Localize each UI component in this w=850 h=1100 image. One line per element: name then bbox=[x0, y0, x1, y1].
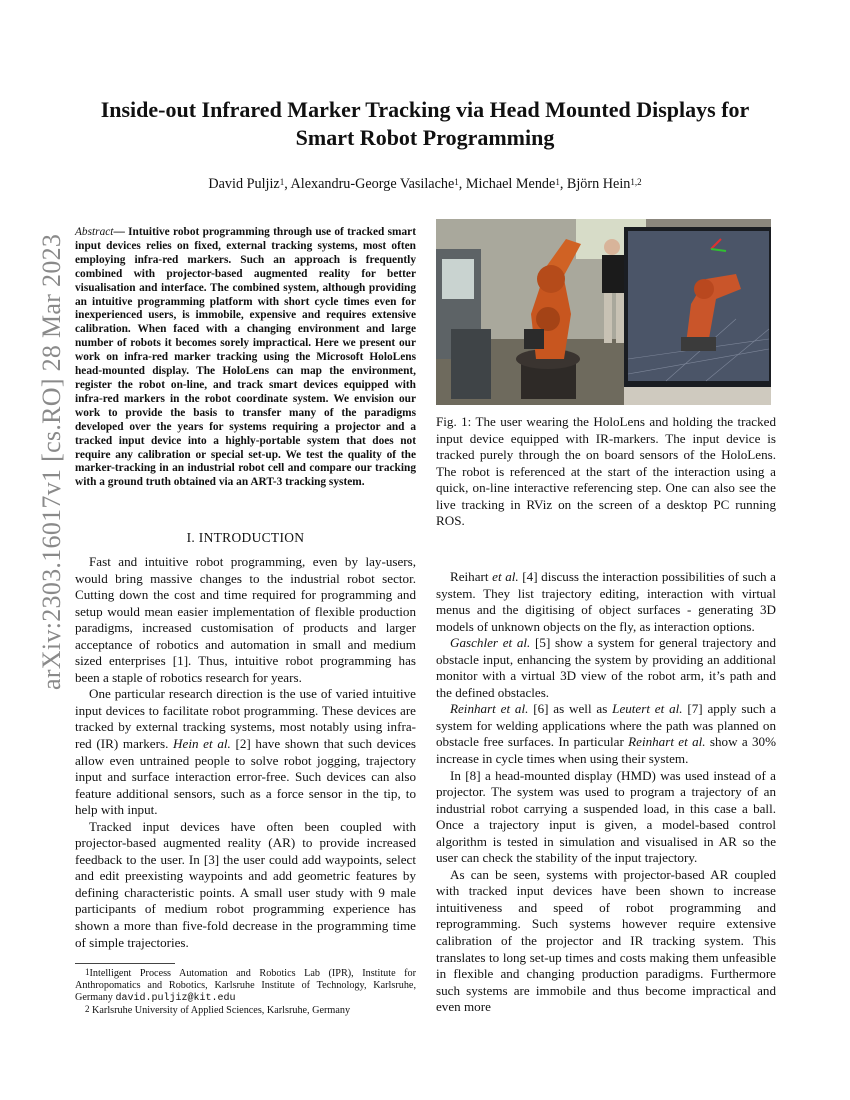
paragraph-text: Fast and intuitive robot programming, even by lay-users, would bring massive changes to the industrial robot sector. Cutting down the cost and time required for programming and setup would mean easier implementation of flexible production paradigms, increased customisation of products and larger acceptance of robotics and automation in small and medium sized enterprises [1]. Thus, intuitive robot programming has been a staple of robotics research for years. bbox=[75, 554, 416, 685]
author: Alexandru-George Vasilache$^1$, bbox=[290, 176, 466, 192]
paragraph-text: [7] apply such a system for welding applications where the path was planned on obstacle free surfaces. In particular bbox=[436, 701, 777, 750]
left-column-body bbox=[75, 554, 416, 951]
body-paragraph bbox=[436, 701, 776, 767]
body-paragraph bbox=[436, 569, 776, 635]
right-column-body bbox=[436, 569, 776, 1016]
abstract-label: Abstract bbox=[75, 226, 114, 238]
author: Michael Mende$^1$, bbox=[465, 176, 567, 192]
paragraph-text: Tracked input devices have often been coupled with projector-based augmented reality (AR) to provide increased feedback to the user. In [3] the user could add waypoints, select and edit preexisting waypoints and add geometric features by defining characteristic points. A small user study with 9 male participants of medium robot programming experience has shown a more than five-fold decrease in the programming time of simple trajectories. bbox=[75, 818, 416, 950]
paper-title bbox=[60, 96, 790, 152]
abstract bbox=[75, 226, 416, 490]
paragraph-text: In [8] a head-mounted display (HMD) was used instead of a projector. The system was used to program a trajectory of an industrial robot carrying a suspended load, in this case a ball. Once a trajectory input is given, a model-based control algorithm is tested in simulation and visualised in AR so the user can check the stability of the input trajectory. bbox=[436, 767, 776, 866]
figure-caption-text: Fig. 1: The user wearing the HoloLens and holding the tracked input device equipped with IR-markers. The input device is tracked purely through the on board sensors of the HoloLens. The robot is referenced at the start of the interaction using a quick, on-line interactive referencing step. One can also see the live tracking in RViz on the screen of a desktop PC running ROS. bbox=[436, 414, 776, 529]
author-list bbox=[60, 175, 790, 193]
body-paragraph bbox=[436, 768, 776, 867]
paragraph-text: One particular research direction is the use of varied intuitive input devices to facilitate robot programming. These devices are tracked by external tracking systems, most notably using infra-red (IR) markers. bbox=[75, 686, 416, 752]
body-paragraph bbox=[436, 635, 776, 701]
arxiv-watermark bbox=[17, 233, 66, 690]
paragraph-text: [4] discuss the interaction possibilities of such a system. They list trajectory editing, interaction with virtual menus and the digitising of object surfaces - generating 3D models of unknown objects on the fly, as interaction options. bbox=[436, 569, 776, 634]
paragraph-text: As can be seen, systems with projector-based AR coupled with tracked input devices have been shown to increase intuitiveness and speed of robot programming and reprogramming. Such systems however require extensive calibration of the projector and IR tracking system. This translates to long set-up times and costs making them unfeasible in flexible and changing production paradigms. Furthermore such systems are immobile and thus become impractical and even more bbox=[436, 866, 776, 1015]
citation-author: Reinhart et al. bbox=[450, 701, 529, 717]
paragraph-text: Reihart bbox=[450, 569, 493, 584]
body-paragraph bbox=[436, 867, 776, 1016]
robot-cell-photo bbox=[436, 219, 771, 405]
citation-author: et al. bbox=[492, 569, 519, 584]
arxiv-identifier: arXiv:2303.16017v1 [cs.RO] 28 Mar 2023 bbox=[37, 233, 66, 690]
author: Björn Hein$^{1,2}$ bbox=[566, 176, 642, 192]
footnote-divider bbox=[75, 963, 175, 964]
section-heading: I. INTRODUCTION bbox=[186, 530, 305, 545]
citation-author: Gaschler et al. bbox=[450, 635, 531, 651]
citation-author: Reinhart et al. bbox=[628, 734, 706, 750]
title-line-2: Smart Robot Programming bbox=[295, 125, 555, 150]
citation-author: Leutert et al. bbox=[612, 701, 683, 717]
figure-caption bbox=[436, 414, 776, 530]
paragraph-text: show a 30% increase in cycle times when using their system. bbox=[436, 734, 776, 767]
author-email: david.puljiz@kit.edu bbox=[115, 993, 236, 1004]
citation-author: Hein et al. bbox=[173, 736, 231, 752]
abstract-dash: — bbox=[113, 226, 129, 238]
figure-photo bbox=[436, 219, 771, 405]
paragraph-text: [6] as well as bbox=[528, 701, 613, 717]
author: David Puljiz$^1$, bbox=[208, 176, 291, 192]
title-line-1: Inside-out Infrared Marker Tracking via Head Mounted Displays for bbox=[100, 97, 750, 122]
footnote-1: $^1$Intelligent Process Automation and Robotics Lab (IPR), Institute for Anthropomatics and Robotics, Karlsruhe Institute of Technology, Karlsruhe, Germany david.puljiz@kit.edu bbox=[75, 967, 416, 1004]
footnotes bbox=[75, 968, 416, 1017]
footnote-2: $^2$ Karlsruhe University of Applied Sciences, Karlsruhe, Germany bbox=[85, 1004, 351, 1016]
abstract-text: Intuitive robot programming through use of tracked smart input devices relies on fixed, external tracking systems, most often employing infra-red markers. Such an approach is frequently combined with projector-based augmented reality for better visualisation and interface. The combined system, although providing an intuitive programming platform with short cycle times even for inexperienced users, is immobile, expensive and requires extensive calibration. When faced with a changing environment and large number of robots it becomes sorely impractical. Here we present our work on infra-red marker tracking using the Microsoft HoloLens head-mounted display. The HoloLens can map the environment, register the robot on-line, and track smart devices equipped with infra-red markers in the robot coordinate system. We envision our work to provide the basis to transfer many of the paradigms developed over the years for systems requiring a projector and a tracked input device into a highly-portable system that does not require any calibration or special set-up. We test the quality of the marker-tracking in an industrial robot cell and compare our tracking with a ground truth obtained via an ART-3 tracking system. bbox=[75, 226, 416, 489]
body-paragraph bbox=[75, 686, 416, 818]
body-paragraph bbox=[75, 819, 416, 951]
paragraph-text: [2] have shown that such devices allow even untrained people to solve robot jogging, trajectory input and surface interaction error-free. Such devices can also feature additional sensors, such as a force sensor in the tip, to help with input. bbox=[75, 736, 416, 818]
body-paragraph bbox=[75, 554, 416, 686]
paragraph-text: [5] show a system for general trajectory and obstacle input, enhancing the system by providing an additional monitor with a virtual 3D view of the robot arm, it’s path and the defined obstacles. bbox=[436, 635, 776, 700]
